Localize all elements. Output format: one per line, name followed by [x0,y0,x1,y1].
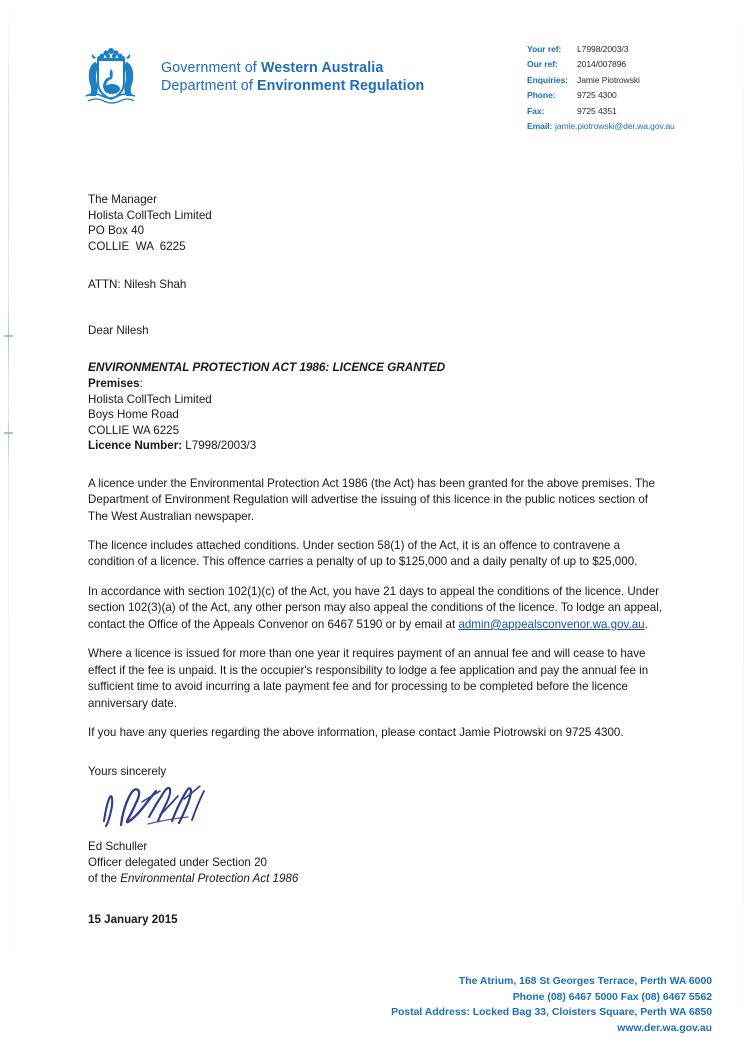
scan-artifact-left-edge [8,0,9,1061]
recipient-address-block [88,192,668,254]
appeals-convenor-email-link[interactable]: admin@appealsconvenor.wa.gov.au [458,617,645,631]
recipient-line-3: PO Box 40 [88,224,145,238]
signer-title-line-2 [88,871,668,887]
reference-label: Fax: [527,105,545,116]
reference-row-phone [527,91,675,101]
signer-block [88,839,668,886]
reference-value: 9725 4351 [577,105,617,116]
handwritten-signature [88,781,318,839]
salutation: Dear Nilesh [88,323,149,337]
premises-label: Premises [88,376,140,390]
footer-postal-address: Postal Address: Locked Bag 33, Cloisters Square, Perth WA 6850 [391,1007,712,1019]
licence-number-label: Licence Number [88,439,179,453]
reference-row-email [527,122,675,132]
government-title-line [161,59,424,77]
wa-state-crest-icon [78,46,144,108]
paragraph-licence-granted: A licence under the Environmental Protection Act 1986 (the Act) has been granted for the above premises. The Department of Environment Regulation will advertise the issuing of this licence in the public notices section of The West Australian newspaper. [88,476,655,523]
reference-row-your-ref [527,45,675,55]
reference-label-email: Email: [527,121,553,132]
reference-row-fax [527,107,675,117]
attention-line: ATTN: Nilesh Shah [88,278,187,292]
paragraph-appeals-text-before: In accordance with section 102(1)(c) of the Act, you have 21 days to appeal the conditions of the licence. Under section 102(3)(a) of the Act, any other person may also appeal the conditions of the licence. To lodge an appeal, contact the Office of the Appeals Convenor on 6467 5190 or by email at [88,584,663,631]
government-title-plain: Government of [161,59,261,76]
recipient-line-1: The Manager [88,193,157,206]
reference-value-email[interactable]: jamie.piotrowski@der.wa.gov.au [555,121,675,132]
paragraph-appeals-text-after: . [644,617,648,631]
government-title-bold: Western Australia [260,59,384,76]
reference-value: 9725 4300 [577,90,617,101]
footer-address: The Atrium, 168 St Georges Terrace, Perth WA 6000 [458,975,712,987]
department-title-plain: Department of [161,78,257,94]
recipient-line-4: COLLIE WA 6225 [88,239,186,253]
signer-title-plain: of the [88,871,121,885]
scan-artifact-tick [4,432,13,434]
paragraph-annual-fee: Where a licence is issued for more than one year it requires payment of an annual fee and will cease to have effect if the fee is unpaid. It is the occupier's responsibility to lodge a fee application and pay the annual fee in sufficient time to avoid incurring a late payment fee and for processing to be completed before the licence anniversary date. [88,647,649,710]
letter-body [88,192,668,928]
premises-block [88,376,668,454]
recipient-line-2: Holista CollTech Limited [88,208,212,222]
premises-label-line [88,376,668,392]
premises-label-colon: : [139,376,143,390]
paragraph-appeals [88,584,668,633]
reference-value: 2014/007896 [577,59,627,70]
signer-title-act-italic: Environmental Protection Act 1986 [120,871,299,885]
reference-label: Your ref: [527,44,562,54]
licence-number-line [88,438,668,454]
signer-name: Ed Schuller [88,840,148,854]
footer-phone-fax: Phone (08) 6467 5000 Fax (08) 6467 5562 [512,991,712,1003]
scan-artifact-tick [4,335,13,337]
reference-value: Jamie Piotrowski [577,74,640,85]
reference-block [527,45,675,138]
subject-heading: ENVIRONMENTAL PROTECTION ACT 1986: LICENCE GRANTED [88,360,446,375]
reference-row-enquiries [527,76,675,86]
premises-street: Boys Home Road [88,408,179,422]
paragraph-queries-contact: If you have any queries regarding the above information, please contact Jamie Piotrowski on 9725 4300. [88,726,624,740]
department-title-bold: Environment Regulation [256,78,425,94]
reference-label: Enquiries: [527,74,569,85]
reference-value: L7998/2003/3 [577,44,629,54]
licence-number-value: L7998/2003/3 [185,439,257,453]
premises-suburb: COLLIE WA 6225 [88,423,180,437]
reference-row-our-ref [527,60,675,70]
reference-label: Phone: [527,90,556,101]
letterhead [78,46,424,108]
page-footer [391,974,712,1037]
signer-title-line-1: Officer delegated under Section 20 [88,855,267,869]
valediction: Yours sincerely [88,764,167,778]
footer-website[interactable]: www.der.wa.gov.au [617,1023,712,1035]
scan-artifact-right-edge [743,0,744,1061]
premises-name: Holista CollTech Limited [88,392,212,406]
department-title-line [161,77,424,95]
paragraph-conditions-penalty: The licence includes attached conditions. Under section 58(1) of the Act, it is an offence to contravene a condition of a licence. This offence carries a penalty of up to $125,000 and a daily penalty of up to $25,000. [88,539,638,569]
reference-label: Our ref: [527,59,558,70]
licence-number-colon: : [178,439,186,453]
letter-date: 15 January 2015 [88,913,178,927]
